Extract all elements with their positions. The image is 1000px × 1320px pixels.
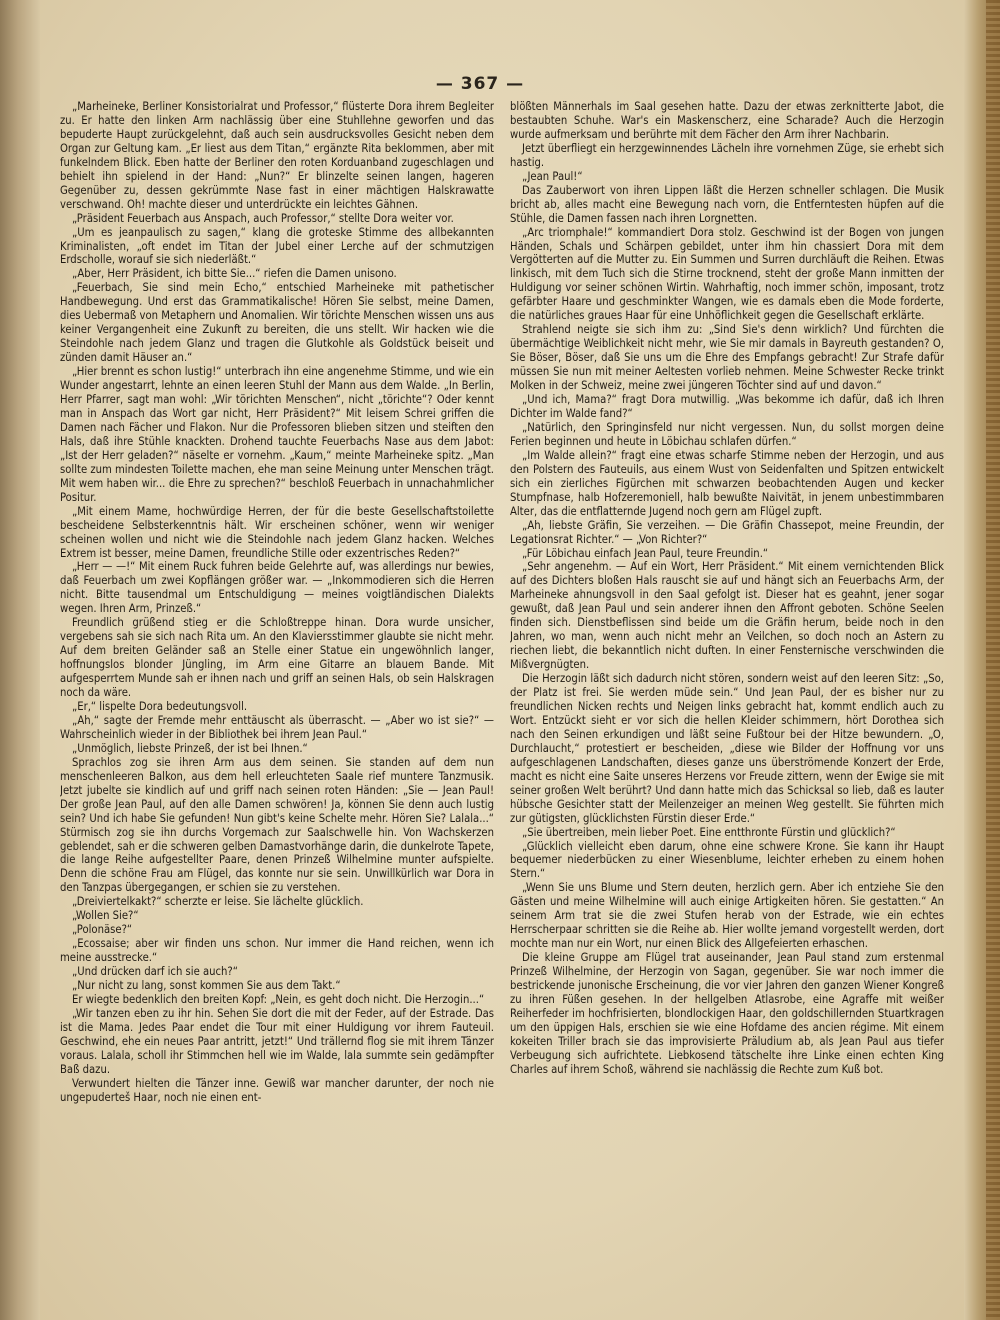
paragraph: „Im Walde allein?“ fragt eine etwas scharfe Stimme neben der Herzogin, und aus den Polstern des Fauteuils, aus einem Wust von Seidenfalten und Spitzen entwickelt sich ein zierliches Figürchen mit schwarzen beobachtenden Augen und kecker Stumpfnase, halb Hofzeremoniell, halb bewußte Naivität, in jenem unbestimmbaren Alter, das die entflatternde Jugend noch gern am Flügel zupft. [510, 448, 944, 518]
paragraph: „Wenn Sie uns Blume und Stern deuten, herzlich gern. Aber ich entziehe Sie den Gästen und meine Wilhelmine will auch einige Artigkeiten hören. Sie gestatten.“ An seinem Arm trat sie die zwei Stufen herab von der Estrade, wie ein echtes Herrscherpaar schritten sie die Reihe ab. Hier wollte jemand vorgestellt werden, dort mochte man nur ein Wort, nur einen Blick des Allgefeierten erhaschen. [510, 881, 944, 951]
paragraph: Jetzt überfliegt ein herzgewinnendes Lächeln ihre vornehmen Züge, sie erhebt sich hastig. [510, 141, 944, 169]
paragraph: „Um es jeanpaulisch zu sagen,“ klang die groteske Stimme des allbekannten Kriminalisten, „oft endet im Titan der Jubel einer Lerche auf der schmutzigen Erdscholle, worauf sie sich niederläßt.“ [60, 225, 494, 267]
paragraph: Strahlend neigte sie sich ihm zu: „Sind Sie's denn wirklich? Und fürchten die übermächtige Weiblichkeit nicht mehr, wie Sie mir damals in Bayreuth gestanden? O, Sie Böser, Böser, daß Sie uns um die Ehre des Empfangs gebracht! Zur Strafe dafür müssen Sie nun mit meiner Aeltesten vorlieb nehmen. Meine Schwester Recke trinkt Molken in der Schweiz, meine zwei jüngeren Töchter sind auf und davon.“ [510, 323, 944, 393]
paragraph: „Marheineke, Berliner Konsistorialrat und Professor,“ flüsterte Dora ihrem Begleiter zu. Er hatte den linken Arm nachlässig über eine Stuhllehne geworfen und das bepuderte Haupt zurückgelehnt, daß auch sein ausdrucksvolles Gesicht neben dem Organ zur Geltung kam. „Er liest aus dem Titan,“ ergänzte Rita beklommen, aber mit funkelndem Blick. Eben hatte der Berliner den roten Korduanband zugeschlagen und behielt ihn spielend in der Hand: „Nun?“ Er blinzelte seinen langen, hageren Gegenüber zu, dessen gekrümmte Nase fast in einer mächtigen Halskrawatte verschwand. Oh! machte dieser und unterdrückte ein leichtes Gähnen. [60, 100, 494, 211]
paragraph: „Er,“ lispelte Dora bedeutungsvoll. [72, 699, 248, 713]
paragraph: „Wollen Sie?“ [72, 909, 139, 923]
paragraph: „Mit einem Mame, hochwürdige Herren, der für die beste Gesellschaftstoilette bescheidene Selbsterkenntnis hält. Wir erscheinen schöner, wenn wir weniger scheinen wollen und nicht wie die Steindohle nach jedem Glanz hacken. Welches Extrem ist besser, meine Damen, freundliche Stille oder exzentrisches Reden?“ [60, 504, 494, 560]
paragraph: „Natürlich, den Springinsfeld nur nicht vergessen. Nun, du sollst morgen deine Ferien beginnen und heute in Löbichau schlafen dürfen.“ [510, 420, 944, 448]
paragraph: „Ecossaise; aber wir finden uns schon. Nur immer die Hand reichen, wenn ich meine ausstrecke.“ [60, 937, 494, 965]
left-column [60, 100, 494, 1280]
paragraph: Verwundert hielten die Tänzer inne. Gewiß war mancher darunter, der noch nie ungepuderteš Haar, noch nie einen ent- [60, 1076, 494, 1104]
paragraph: „Präsident Feuerbach aus Anspach, auch Professor,“ stellte Dora weiter vor. [72, 211, 454, 225]
paragraph: Er wiegte bedenklich den breiten Kopf: „Nein, es geht doch nicht. Die Herzogin...“ [72, 993, 485, 1006]
paragraph: „Und ich, Mama?“ fragt Dora mutwillig. „Was bekomme ich dafür, daß ich Ihren Dichter im Walde fand?“ [510, 393, 944, 420]
paragraph: „Nur nicht zu lang, sonst kommen Sie aus dem Takt.“ [72, 979, 341, 993]
paragraph: „Und drücken darf ich sie auch?“ [72, 965, 238, 979]
paragraph: „Ah, liebste Gräfin, Sie verzeihen. — Die Gräfin Chassepot, meine Freundin, der Legationsrat Richter.“ — „Von Richter?“ [510, 518, 944, 546]
paragraph: Freundlich grüßend stieg er die Schloßtreppe hinan. Dora wurde unsicher, vergebens sah sie sich nach Rita um. An den Klaviersstimmer glaubte sie nicht mehr. Auf dem breiten Geländer saß an Stelle einer Statue ein ungewöhnlich langer, hoffnungslos blonder Jüngling, im Arm eine Gitarre an blauem Bande. Mit aufgesperrtem Munde sah er ihnen nach und griff an seinen Hals, ob sein Halskragen noch da wäre. [60, 616, 494, 700]
right-column [510, 100, 944, 1280]
paragraph: Das Zauberwort von ihren Lippen läßt die Herzen schneller schlagen. Die Musik bricht ab, alles macht eine Bewegung nach vorn, die Entferntesten hüpfen auf die Stühle, die Damen fassen nach ihren Lorgnetten. [510, 183, 944, 225]
page-number: — 367 — [435, 74, 525, 94]
paragraph: „Jean Paul!“ [522, 169, 583, 183]
paragraph: „Aber, Herr Präsident, ich bitte Sie...“ riefen die Damen unisono. [72, 267, 397, 281]
paragraph: Die Herzogin läßt sich dadurch nicht stören, sondern weist auf den leeren Sitz: „So, der Platz ist frei. Sie werden müde sein.“ Und Jean Paul, der es bisher nur zu freundlichen Nicken rechts und Neigen links gebracht hat, kommt endlich auch zu Wort. Entzückt sieht er vor sich die hellen Kleider schimmern, hört Dorothea sich nach den Seinen erkundigen und läßt seine Fußtour bei der Hitze bewundern. „O, Durchlaucht,“ protestiert er bescheiden, „diese wie Bilder der Hoffnung vor uns aufgeschlagenen Landschaften, dieses ganze uns überströmende Konzert der Erde, macht es nicht eine Saite unseres Herzens vor Freude zittern, wenn der Ewige sie mit seiner großen Welt berührt? Und dann hatte mich das Schicksal so lieb, daß es lauter hübsche Gesichter statt der Meilenzeiger an meinen Weg gestellt. Sie führten mich zur gütigsten, glücklichsten Fürstin dieser Erde.“ [510, 672, 944, 825]
paragraph: „Dreiviertelkakt?“ scherzte er leise. Sie lächelte glücklich. [72, 895, 364, 909]
paragraph: Die kleine Gruppe am Flügel trat auseinander, Jean Paul stand zum erstenmal Prinzeß Wilhelmine, der Herzogin von Sagan, gegenüber. Sie war noch immer die bestrickende junonische Erscheinung, die vor vier Jahren den ganzen Wiener Kongreß zu ihren Füßen gesehen. In der hellgelben Atlasrobe, eine Agraffe mit weißer Reiherfeder im hochfrisierten, blondlockigen Haar, den goldschillernden Stuartkragen um den üppigen Hals, erschien sie wie eine Hofdame des ancien régime. Mit einem kokeiten Triller brach sie das improvisierte Präludium ab, als Jean Paul aus tiefer Verbeugung sich aufrichtete. Liebkosend tätschelte ihre Linke einen echten King Charles auf ihrem Schoß, während sie nachlässig die Rechte zum Kuß bot. [510, 951, 944, 1076]
paragraph: „Ah,“ sagte der Fremde mehr enttäuscht als überrascht. — „Aber wo ist sie?“ — Wahrscheinlich wieder in der Bibliothek bei ihrem Jean Paul.“ [60, 713, 494, 741]
paragraph: „Arc triomphale!“ kommandiert Dora stolz. Geschwind ist der Bogen von jungen Händen, Schals und Schärpen gebildet, unter ihm hin chassiert Dora mit dem Vergötterten auf die Mutter zu. Ein Summen und Surren durchläuft die Reihen. Etwas linkisch, mit dem Tuch sich die Stirne trocknend, steht der große Mann inmitten der Huldigung vor seiner schönen Wirtin. Wahrhaftig, noch immer schön, imposant, trotz gefärbter Haare und geschminkter Wangen, wie es damals eben die Mode forderte, die natürliches graues Haar für eine Unhöflichkeit gegen die Gesellschaft erklärte. [510, 225, 944, 323]
paragraph: „Hier brennt es schon lustig!“ unterbrach ihn eine angenehme Stimme, und wie ein Wunder angestarrt, lehnte an einen leeren Stuhl der Mann aus dem Walde. „In Berlin, Herr Pfarrer, sagt man wohl: „Wir törichten Menschen“, nicht „törichte“? Oder kennt man in Anspach das Wort gar nicht, Herr Präsident?“ Mit leisem Schrei griffen die Damen nach Fächer und Flakon. Nur die Professoren blieben sitzen und steiften den Hals, daß ihre Stühle knackten. Drohend tauchte Feuerbachs Nase aus dem Jabot: „Ist der Herr geladen?“ näselte er vornehm. „Kaum,“ meinte Marheineke spitz. „Man sollte zum mindesten Toilette machen, ehe man seine Meinung unter Menschen trägt. Mit wem haben wir... die Ehre zu sprechen?“ beschloß Feuerbach in unnachahmlicher Positur. [60, 365, 494, 504]
paragraph: „Sehr angenehm. — Auf ein Wort, Herr Präsident.“ Mit einem vernichtenden Blick auf des Dichters bloßen Hals rauscht sie auf und hängt sich an Feuerbachs Arm, der Marheineke ahnungsvoll in den Saal gefolgt ist. Dieser hat es geahnt, jener sogar gewußt, daß Jean Paul und sein anderer ihnen den Affront geboten. Schöne Seelen finden sich. Dienstbeflissen sind beide um die Gräfin herum, beide noch in den Jahren, wo man, wenn auch nicht mehr an Veilchen, so doch noch an Astern zu riechen liebt, die bekanntlich nicht duften. In einer Fensternische verschwinden die Mißvergnügten. [510, 560, 944, 672]
paragraph: „Für Löbichau einfach Jean Paul, teure Freundin.“ [522, 546, 769, 560]
page-edge-stack [986, 0, 1000, 1320]
paragraph: Sprachlos zog sie ihren Arm aus dem seinen. Sie standen auf dem nun menschenleeren Balkon, aus dem hell erleuchteten Saale rief muntere Tanzmusik. Jetzt jubelte sie kindlich auf und griff nach seinen roten Händen: „Sie — Jean Paul! Der große Jean Paul, auf den alle Damen schwören! Ja, können Sie denn auch lustig sein? Und ich habe Sie gefunden! Nun gibt's keine Schelte mehr. Hören Sie? Lalala...“ Stürmisch zog sie ihn durchs Vorgemach zur Saalschwelle hin. Von Wachskerzen geblendet, sah er die schweren gelben Damastvorhänge darin, die dunkelrote Tapete, die lange Reihe aufgestellter Paare, denen Prinzeß Wilhelmine munter aufspielte. Denn die schöne Frau am Flügel, das konnte nur sie sein. Unwillkürlich war Dora in den Tanzpas übergegangen, er schien sie zu verstehen. [60, 755, 494, 895]
paragraph: „Herr — —!“ Mit einem Ruck fuhren beide Gelehrte auf, was allerdings nur bewies, daß Feuerbach um zwei Kopflängen größer war. — „Inkommodieren sich die Herren nicht. Bitte tausendmal um Entschuldigung — meines voigtländischen Dialekts wegen. Ihren Arm, Prinzeß.“ [60, 560, 494, 616]
paragraph: blößten Männerhals im Saal gesehen hatte. Dazu der etwas zerknitterte Jabot, die bestaubten Schuhe. War's ein Maskenscherz, eine Scharade? Auch die Herzogin wurde aufmerksam und berührte mit dem Fächer den Arm ihrer Nachbarin. [510, 100, 944, 141]
page-edge [964, 0, 1000, 1320]
paragraph: „Polonäse?“ [72, 923, 133, 937]
paragraph: „Unmöglich, liebste Prinzeß, der ist bei Ihnen.“ [72, 741, 308, 755]
paragraph: „Sie übertreiben, mein lieber Poet. Eine entthronte Fürstin und glücklich?“ [522, 825, 896, 839]
paragraph: „Wir tanzen eben zu ihr hin. Sehen Sie dort die mit der Feder, auf der Estrade. Das ist die Mama. Jedes Paar endet die Tour mit einer Huldigung vor ihrem Fauteuil. Geschwind, ehe ein neues Paar antritt, jetzt!“ Und trällernd flog sie mit ihrem Tänzer voraus. Lalala, scholl ihr Stimmchen hell wie im Walde, lala summte sein gedämpfter Baß dazu. [60, 1006, 494, 1076]
paragraph: „Feuerbach, Sie sind mein Echo,“ entschied Marheineke mit pathetischer Handbewegung. Und erst das Grammatikalische! Hören Sie selbst, meine Damen, dies Uebermaß von Metaphern und Anomalien. Wir törichte Menschen wissen uns aus keiner Vergangenheit eine Zukunft zu bereiten, die uns stellt. Wir hacken wie die Steindohle nach jedem Glanz und tragen die Glutkohle als Goldstück beiseit und zünden damit Häuser an.“ [60, 281, 494, 365]
paragraph: „Glücklich vielleicht eben darum, ohne eine schwere Krone. Sie kann ihr Haupt bequemer niederbücken zu einer Wiesenblume, leichter erheben zu einem hohen Stern.“ [510, 839, 944, 881]
binding-gutter [0, 0, 40, 1320]
